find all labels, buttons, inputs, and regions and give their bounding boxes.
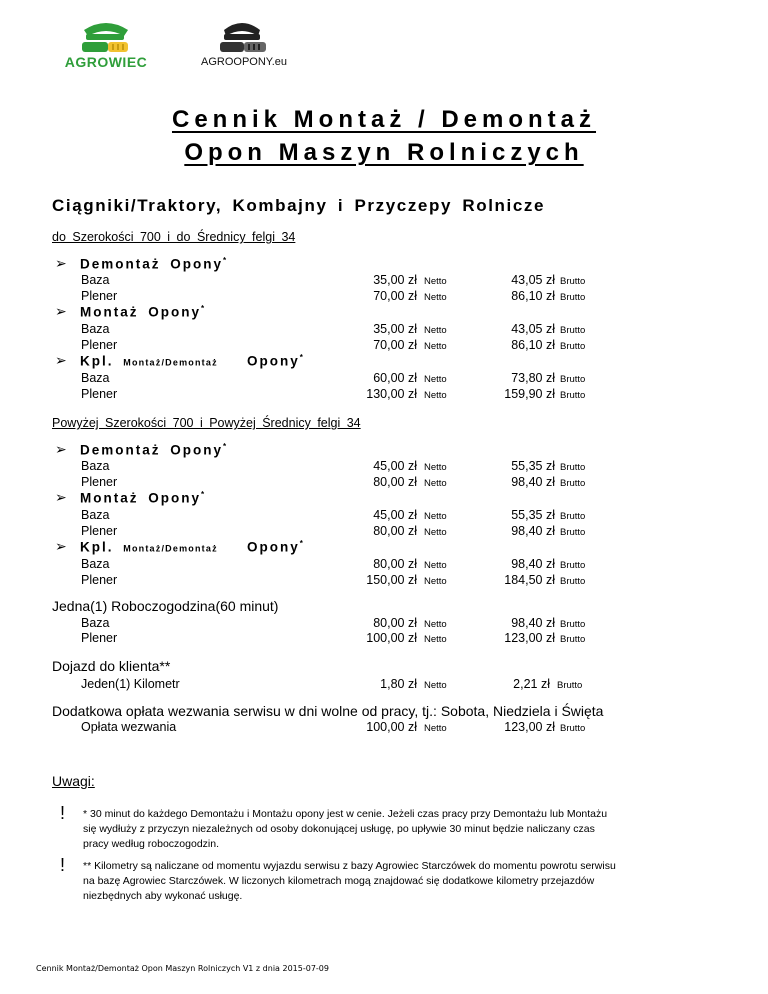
netto-price: 100,00 zł: [366, 631, 417, 645]
exclamation-icon: !: [60, 803, 66, 823]
netto-price: 80,00 zł: [373, 557, 417, 571]
brutto-price: 86,10 zł: [511, 289, 555, 303]
netto-price: 1,80 zł: [380, 677, 417, 691]
page-title-line-1: Cennik Montaż / Demontaż: [171, 106, 597, 133]
netto-unit: Netto: [424, 619, 447, 630]
arrow-bullet-icon: ➢: [55, 538, 67, 554]
row-label: Plener: [81, 573, 118, 587]
netto-price: 100,00 zł: [366, 720, 417, 734]
group2-condition: Powyżej Szerokości 700 i Powyżej Średnicy felgi 34: [52, 416, 361, 430]
arrow-bullet-icon: ➢: [55, 489, 67, 505]
row-label: Baza: [81, 508, 110, 522]
netto-price: 45,00 zł: [373, 508, 417, 522]
netto-price: 130,00 zł: [366, 387, 417, 401]
netto-price: 35,00 zł: [373, 273, 417, 287]
brutto-price: 98,40 zł: [511, 475, 555, 489]
agroopony-emblem-icon: [212, 16, 272, 54]
netto-unit: Netto: [424, 276, 447, 287]
netto-unit: Netto: [424, 634, 447, 645]
row-label: Baza: [81, 616, 110, 630]
row-label: Plener: [81, 289, 118, 303]
brutto-unit: Brutto: [560, 478, 586, 489]
brutto-unit: Brutto: [560, 341, 586, 352]
agrowiec-logo-text: AGROWIEC: [64, 54, 148, 70]
row-label: Baza: [81, 459, 110, 473]
brutto-unit: Brutto: [560, 723, 586, 734]
netto-price: 70,00 zł: [373, 338, 417, 352]
row-label: Plener: [81, 475, 118, 489]
netto-price: 70,00 zł: [373, 289, 417, 303]
netto-price: 80,00 zł: [373, 616, 417, 630]
row-label: Baza: [81, 322, 110, 336]
row-label: Jeden(1) Kilometr: [81, 677, 180, 691]
arrow-bullet-icon: ➢: [55, 255, 67, 271]
subtitle: Ciągniki/Traktory, Kombajny i Przyczepy Rolnicze: [52, 196, 546, 215]
group1-item3-title: Kpl. Montaż/Demontaż Opony*: [80, 353, 305, 369]
weekend-title: Dodatkowa opłata wezwania serwisu w dni wolne od pracy, tj.: Sobota, Niedziela i Święta: [52, 703, 604, 719]
brutto-price: 98,40 zł: [511, 524, 555, 538]
exclamation-icon: !: [60, 855, 66, 875]
brutto-unit: Brutto: [560, 619, 586, 630]
netto-unit: Netto: [424, 723, 447, 734]
brutto-unit: Brutto: [560, 276, 586, 287]
row-label: Opłata wezwania: [81, 720, 177, 734]
brutto-price: 98,40 zł: [511, 616, 555, 630]
brutto-unit: Brutto: [560, 527, 586, 538]
group1-item1-title: Demontaż Opony*: [80, 256, 229, 272]
row-label: Plener: [81, 338, 118, 352]
group2-item3-title: Kpl. Montaż/Demontaż Opony*: [80, 539, 305, 555]
brutto-unit: Brutto: [560, 511, 586, 522]
netto-unit: Netto: [424, 511, 447, 522]
netto-unit: Netto: [424, 527, 447, 538]
netto-price: 60,00 zł: [373, 371, 417, 385]
agroopony-logo-text: AGROOPONY.eu: [201, 56, 287, 68]
brutto-unit: Brutto: [560, 390, 586, 401]
brutto-price: 159,90 zł: [504, 387, 555, 401]
brutto-unit: Brutto: [560, 560, 586, 571]
brutto-price: 98,40 zł: [511, 557, 555, 571]
netto-price: 80,00 zł: [373, 475, 417, 489]
group2-item1-title: Demontaż Opony*: [80, 442, 229, 458]
agrowiec-logo: [58, 16, 154, 72]
brutto-price: 123,00 zł: [504, 720, 555, 734]
note-2: ** Kilometry są naliczane od momentu wyjazdu serwisu z bazy Agrowiec Starczówek do momentu powrotu serwisu na bazę Agrowiec Starczówek. W liczonych kilometrach mogą znajdować się dodatkowe kilometry przejazdów niezbędnych aby wykonać usługę.: [83, 860, 616, 902]
agrowiec-emblem-icon: [76, 16, 136, 54]
brutto-unit: Brutto: [560, 292, 586, 303]
group2-item2-title: Montaż Opony*: [80, 490, 207, 506]
brutto-price: 55,35 zł: [511, 459, 555, 473]
arrow-bullet-icon: ➢: [55, 352, 67, 368]
netto-unit: Netto: [424, 462, 447, 473]
netto-price: 80,00 zł: [373, 524, 417, 538]
group1-condition: do Szerokości 700 i do Średnicy felgi 34: [52, 230, 296, 244]
netto-unit: Netto: [424, 292, 447, 303]
brutto-price: 86,10 zł: [511, 338, 555, 352]
brutto-unit: Brutto: [560, 634, 586, 645]
page-title-line-2: Opon Maszyn Rolniczych: [184, 139, 584, 166]
brutto-price: 43,05 zł: [511, 273, 555, 287]
row-label: Baza: [81, 557, 110, 571]
brutto-price: 123,00 zł: [504, 631, 555, 645]
netto-unit: Netto: [424, 341, 447, 352]
hourly-title: Jedna(1) Roboczogodzina(60 minut): [52, 598, 279, 614]
netto-unit: Netto: [424, 390, 447, 401]
footer-text: Cennik Montaż/Demontaż Opon Maszyn Rolniczych V1 z dnia 2015-07-09: [36, 964, 329, 973]
travel-title: Dojazd do klienta**: [52, 658, 171, 674]
netto-unit: Netto: [424, 560, 447, 571]
netto-price: 35,00 zł: [373, 322, 417, 336]
agroopony-logo: [196, 16, 292, 72]
brutto-unit: Brutto: [560, 374, 586, 385]
netto-unit: Netto: [424, 680, 447, 691]
row-label: Baza: [81, 371, 110, 385]
netto-unit: Netto: [424, 325, 447, 336]
netto-unit: Netto: [424, 374, 447, 385]
arrow-bullet-icon: ➢: [55, 441, 67, 457]
row-label: Baza: [81, 273, 110, 287]
brutto-price: 184,50 zł: [504, 573, 555, 587]
row-label: Plener: [81, 387, 118, 401]
netto-unit: Netto: [424, 576, 447, 587]
notes-heading: Uwagi:: [52, 773, 95, 789]
brutto-unit: Brutto: [557, 680, 583, 691]
brutto-price: 2,21 zł: [513, 677, 550, 691]
arrow-bullet-icon: ➢: [55, 303, 67, 319]
group1-item2-title: Montaż Opony*: [80, 304, 207, 320]
brutto-unit: Brutto: [560, 576, 586, 587]
brutto-unit: Brutto: [560, 462, 586, 473]
brutto-price: 43,05 zł: [511, 322, 555, 336]
note-1: * 30 minut do każdego Demontażu i Montażu opony jest w cenie. Jeżeli czas pracy przy Demontażu lub Montażu się wydłuży z przyczyn niezależnych od osoby dokonującej usługę, po upływie 30 minut będzie naliczany czas pracy według roboczogodzin.: [83, 808, 608, 850]
brutto-unit: Brutto: [560, 325, 586, 336]
row-label: Plener: [81, 631, 118, 645]
netto-price: 150,00 zł: [366, 573, 417, 587]
netto-price: 45,00 zł: [373, 459, 417, 473]
brutto-price: 55,35 zł: [511, 508, 555, 522]
brutto-price: 73,80 zł: [511, 371, 555, 385]
row-label: Plener: [81, 524, 118, 538]
netto-unit: Netto: [424, 478, 447, 489]
